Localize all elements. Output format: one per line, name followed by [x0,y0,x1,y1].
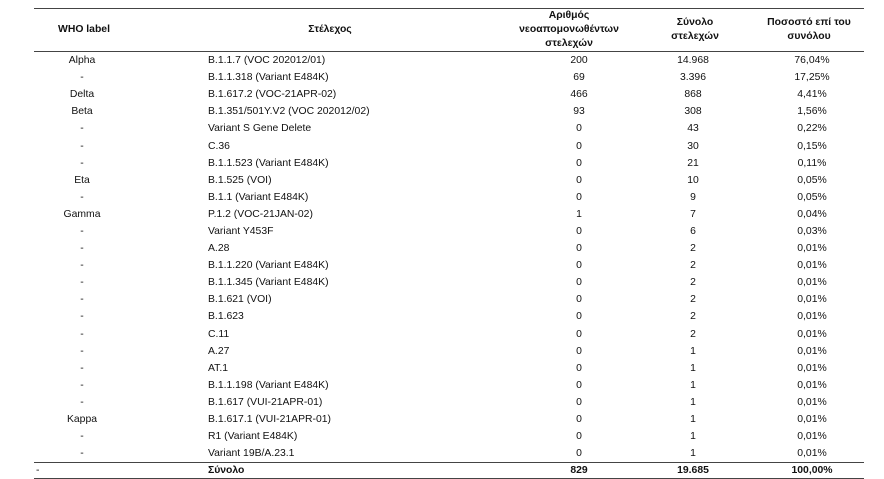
table-row [34,308,864,325]
percentage-cell: 17,25% [794,72,830,84]
new-isolates-cell: 0 [576,294,582,306]
who-cell: - [80,243,84,255]
percentage-cell: 0,05% [797,191,827,203]
percentage-cell: 0,01% [797,431,827,443]
strain-cell: A.27 [208,345,230,357]
total-strains-cell: 43 [687,123,699,135]
new-isolates-cell: 0 [576,379,582,391]
new-isolates-cell: 0 [576,448,582,460]
percentage-cell: 0,01% [797,311,827,323]
percentage-cell: 0,01% [797,345,827,357]
total-strains-cell: 3.396 [679,72,706,84]
table-header [34,9,864,52]
table-row [34,377,864,394]
strain-cell: B.1.617.1 (VUI-21APR-01) [208,414,332,426]
percentage-cell: 0,11% [797,157,827,169]
total-strains-cell: 1 [690,345,696,357]
total-who-cell: - [36,465,40,477]
who-cell: - [80,191,84,203]
strain-cell: Variant S Gene Delete [208,123,312,135]
total-row [34,463,864,479]
table-row [34,69,864,86]
new-isolates-cell: 1 [576,208,582,220]
table-row [34,291,864,308]
total-strains-cell: 30 [687,140,699,152]
who-cell: - [80,311,84,323]
strain-cell: R1 (Variant E484K) [208,431,298,443]
strain-cell: B.1.623 [208,311,244,323]
who-cell: - [80,123,84,135]
who-cell: - [80,277,84,289]
table-row [34,445,864,463]
table-row [34,137,864,154]
who-cell: - [80,225,84,237]
total-new-cell: 829 [570,465,588,477]
total-strains-cell: 2 [690,328,696,340]
total-strains-cell: 6 [690,225,696,237]
who-cell: - [80,260,84,272]
new-isolates-cell: 0 [576,362,582,374]
table-row [34,172,864,189]
header-who-label: WHO label [58,24,110,35]
percentage-cell: 0,01% [797,260,827,272]
percentage-cell: 0,01% [797,243,827,255]
header-strain: Στέλεχος [308,24,352,35]
percentage-cell: 76,04% [794,55,830,67]
strain-cell: B.1.1.318 (Variant E484K) [208,72,329,84]
new-isolates-cell: 0 [576,140,582,152]
total-strains-cell: 9 [690,191,696,203]
percentage-cell: 0,05% [797,174,827,186]
new-isolates-cell: 0 [576,243,582,255]
table-row [34,343,864,360]
new-isolates-cell: 0 [576,260,582,272]
total-strains-cell: 1 [690,448,696,460]
total-strains-cell: 10 [687,174,699,186]
table-row [34,326,864,343]
total-strains-cell: 14.968 [677,55,709,67]
percentage-cell: 0,03% [797,225,827,237]
table-row [34,86,864,103]
who-cell: Alpha [68,55,96,67]
strain-cell: AT.1 [208,362,229,374]
new-isolates-cell: 0 [576,396,582,408]
who-cell: - [80,345,84,357]
total-strains-cell: 868 [684,89,702,101]
total-strains-cell: 2 [690,311,696,323]
new-isolates-cell: 200 [570,55,588,67]
who-cell: - [80,140,84,152]
percentage-cell: 0,15% [797,140,827,152]
table-row [34,411,864,428]
total-strains-cell: 1 [690,414,696,426]
header-row [34,9,864,52]
strain-cell: B.1.1.523 (Variant E484K) [208,157,329,169]
total-total-cell: 19.685 [677,465,709,477]
percentage-cell: 0,01% [797,277,827,289]
header-new-isolates: Αριθμός νεοαπομονωθέντων στελεχών [519,10,619,49]
who-cell: - [80,448,84,460]
total-strains-cell: 2 [690,260,696,272]
strain-cell: B.1.617.2 (VOC-21APR-02) [208,89,337,101]
who-cell: Delta [69,89,95,101]
strain-cell: C.11 [208,328,230,340]
total-strains-cell: 21 [687,157,699,169]
strain-cell: A.28 [208,243,230,255]
table-row [34,257,864,274]
total-strains-cell: 1 [690,379,696,391]
strain-cell: Variant 19B/A.23.1 [208,448,295,460]
new-isolates-cell: 0 [576,174,582,186]
who-cell: Eta [74,174,90,186]
strain-cell: B.1.1.220 (Variant E484K) [208,260,329,272]
table-footer [34,463,864,479]
strain-cell: Variant Y453F [208,225,274,237]
new-isolates-cell: 0 [576,225,582,237]
new-isolates-cell: 0 [576,123,582,135]
percentage-cell: 0,01% [797,414,827,426]
percentage-cell: 0,01% [797,362,827,374]
table-row [34,428,864,445]
header-percentage: Ποσοστό επί του συνόλου [767,17,851,42]
percentage-cell: 1,56% [797,106,827,118]
percentage-cell: 0,01% [797,379,827,391]
new-isolates-cell: 0 [576,345,582,357]
table-row [34,223,864,240]
who-cell: Kappa [66,414,98,426]
strain-cell: B.1.1 (Variant E484K) [208,191,309,203]
new-isolates-cell: 0 [576,328,582,340]
total-label-cell: Σύνολο [208,465,245,477]
strain-cell: B.1.525 (VOI) [208,174,272,186]
table-row [34,206,864,223]
total-strains-cell: 2 [690,294,696,306]
strain-cell: B.1.1.7 (VOC 202012/01) [208,55,326,67]
table-row [34,360,864,377]
new-isolates-cell: 0 [576,311,582,323]
total-strains-cell: 308 [684,106,702,118]
percentage-cell: 0,01% [797,396,827,408]
strain-cell: B.1.351/501Y.V2 (VOC 202012/02) [208,106,370,118]
table-row [34,103,864,120]
strain-cell: B.1.621 (VOI) [208,294,272,306]
total-strains-cell: 1 [690,362,696,374]
who-cell: - [80,379,84,391]
table-row [34,189,864,206]
total-strains-cell: 7 [690,208,696,220]
table-row [34,394,864,411]
header-total-strains: Σύνολο στελεχών [671,17,719,42]
percentage-cell: 0,04% [797,208,827,220]
who-cell: - [80,72,84,84]
new-isolates-cell: 466 [570,89,588,101]
who-cell: - [80,431,84,443]
percentage-cell: 0,01% [797,294,827,306]
strain-cell: C.36 [208,140,230,152]
table-row [34,52,864,70]
table-row [34,240,864,257]
who-cell: - [80,157,84,169]
strain-cell: P.1.2 (VOC-21JAN-02) [208,208,313,220]
who-cell: - [80,396,84,408]
percentage-cell: 4,41% [797,89,827,101]
who-cell: - [80,328,84,340]
who-cell: Gamma [63,208,101,220]
total-strains-cell: 2 [690,243,696,255]
table-row [34,155,864,172]
new-isolates-cell: 93 [573,106,585,118]
table-body [34,52,864,463]
who-cell: - [80,294,84,306]
total-pct-cell: 100,00% [791,465,833,477]
percentage-cell: 0,01% [797,328,827,340]
who-cell: Beta [71,106,93,118]
strain-cell: B.1.1.345 (Variant E484K) [208,277,329,289]
total-strains-cell: 1 [690,431,696,443]
who-cell: - [80,362,84,374]
total-strains-cell: 1 [690,396,696,408]
strain-cell: B.1.1.198 (Variant E484K) [208,379,329,391]
new-isolates-cell: 0 [576,191,582,203]
new-isolates-cell: 0 [576,414,582,426]
table-row [34,274,864,291]
percentage-cell: 0,01% [797,448,827,460]
percentage-cell: 0,22% [797,123,827,135]
variants-table [34,8,864,479]
total-strains-cell: 2 [690,277,696,289]
new-isolates-cell: 69 [573,72,585,84]
strain-cell: B.1.617 (VUI-21APR-01) [208,396,323,408]
new-isolates-cell: 0 [576,277,582,289]
new-isolates-cell: 0 [576,157,582,169]
table-row [34,120,864,137]
new-isolates-cell: 0 [576,431,582,443]
